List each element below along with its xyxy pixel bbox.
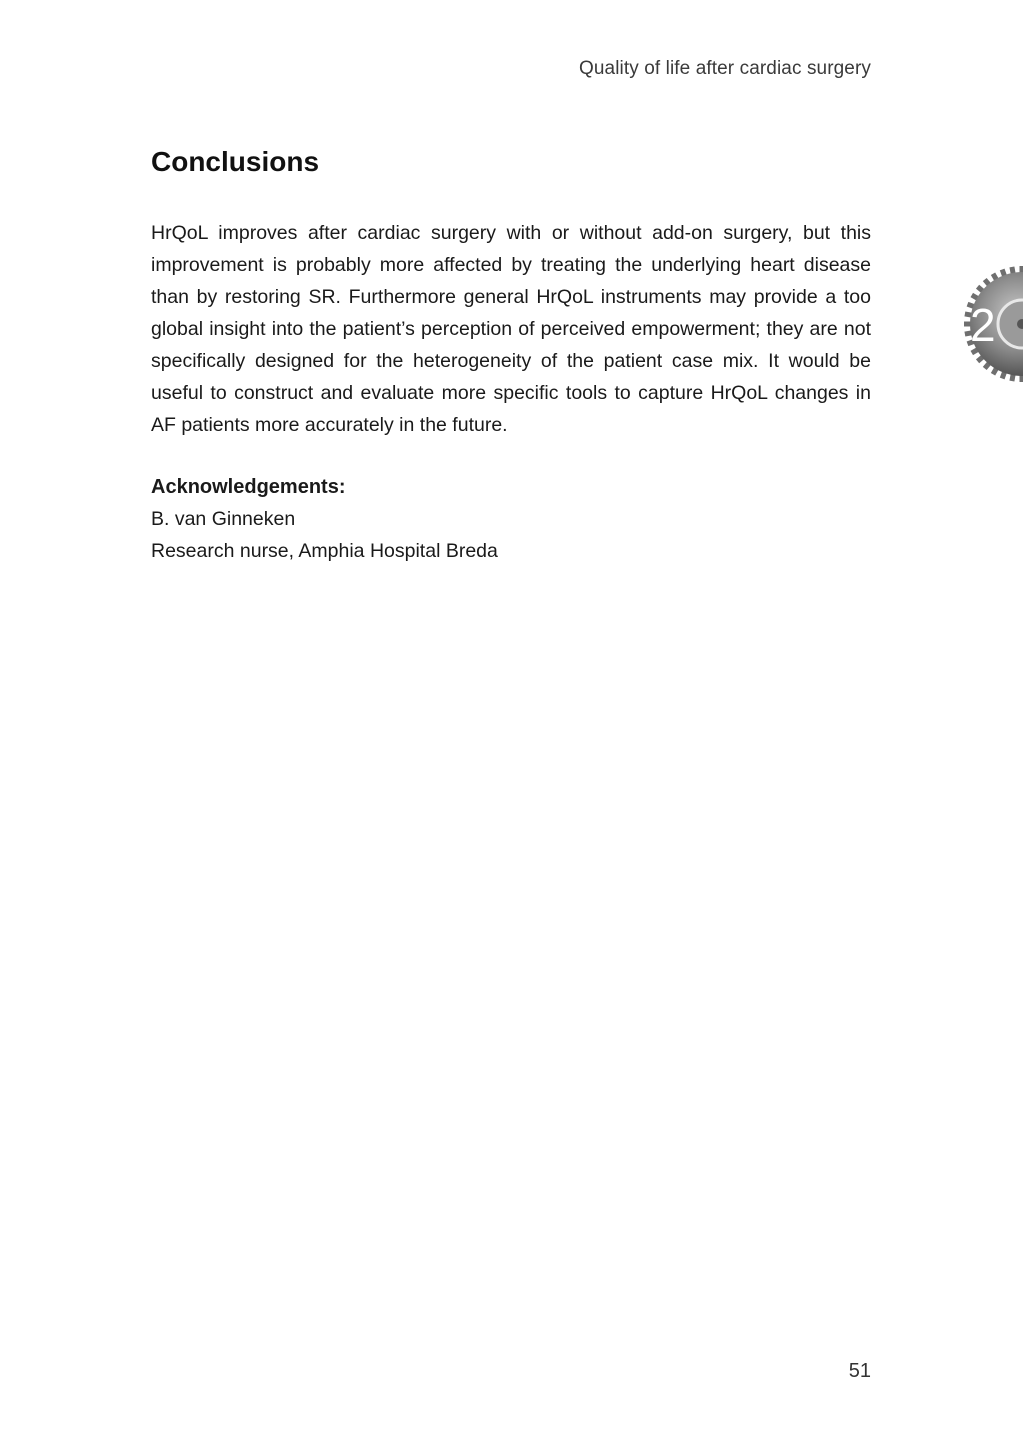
acknowledgement-name: B. van Ginneken [151, 508, 296, 530]
acknowledgements-heading: Acknowledgements: [151, 476, 346, 498]
acknowledgements [151, 471, 871, 567]
conclusions-paragraph: HrQoL improves after cardiac surgery with or without add-on surgery, but this improvement is probably more affected by treating the underlying heart disease than by restoring SR. Furthermore general HrQoL instruments may provide a too global insight into the patient’s perception of perceived empowerment; they are not specifically designed for the heterogeneity of the patient case mix. It would be useful to construct and evaluate more specific tools to capture HrQoL changes in AF patients more accurately in the future. [151, 222, 871, 436]
acknowledgement-affiliation: Research nurse, Amphia Hospital Breda [151, 540, 498, 562]
section-title: Conclusions [151, 146, 320, 177]
main-content [151, 140, 871, 567]
page-number: 51 [848, 1360, 871, 1382]
running-header: Quality of life after cardiac surgery [579, 58, 871, 79]
chapter-number: 2 [970, 299, 996, 351]
